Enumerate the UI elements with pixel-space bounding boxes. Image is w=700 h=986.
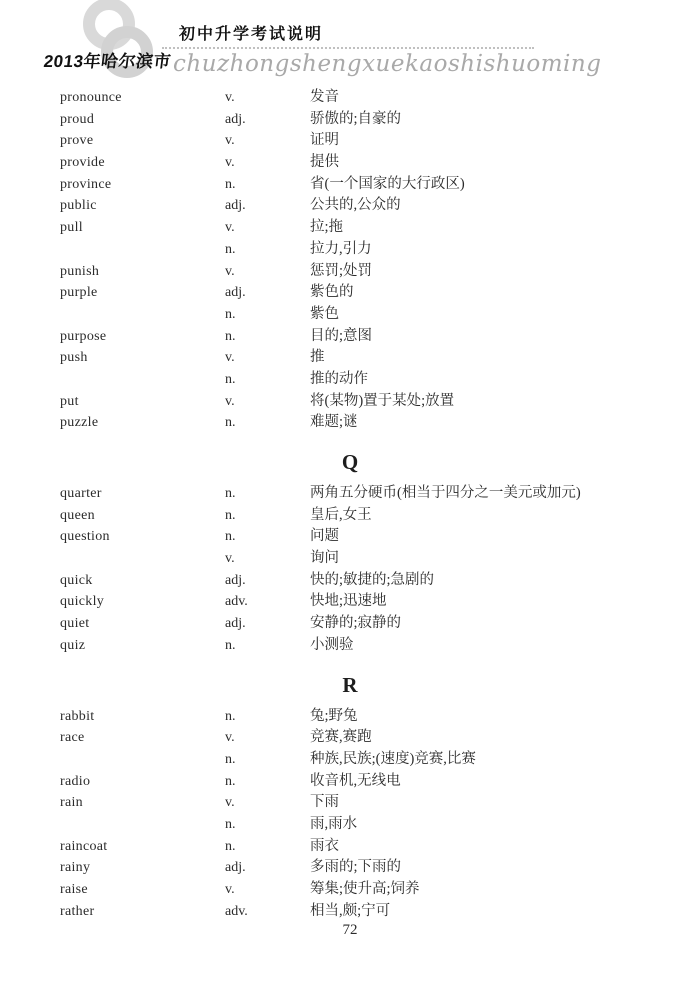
vocab-word: pronounce xyxy=(60,90,122,105)
vocab-def: 目的;意图 xyxy=(310,327,373,344)
vocab-word: purple xyxy=(60,285,98,301)
vocab-pos: n. xyxy=(225,371,236,387)
vocab-row xyxy=(0,857,700,879)
vocab-row xyxy=(0,901,700,923)
pinyin-subtitle: chuzhongshengxuekaoshishuoming xyxy=(173,51,602,77)
vocab-word: punish xyxy=(60,263,100,279)
vocab-row xyxy=(0,548,700,570)
vocab-def: 皇后,女王 xyxy=(310,506,372,523)
vocab-pos: n. xyxy=(225,176,236,192)
vocab-word: rain xyxy=(60,795,83,811)
vocab-def: 雨,雨水 xyxy=(310,815,358,832)
vocab-pos: v. xyxy=(225,220,235,236)
vocab-pos: n. xyxy=(225,708,236,724)
vocab-pos: adj. xyxy=(225,860,246,876)
vocab-word: rather xyxy=(60,903,95,919)
vocab-row xyxy=(0,391,700,413)
vocab-row xyxy=(0,570,700,592)
vocab-def: 拉;拖 xyxy=(310,219,344,236)
vocab-list xyxy=(0,87,700,922)
vocab-row xyxy=(0,635,700,657)
vocab-pos: adj. xyxy=(225,616,246,632)
vocab-word: quiz xyxy=(60,637,86,653)
vocab-pos: n. xyxy=(225,773,236,789)
section-letter: R xyxy=(342,672,358,697)
vocab-pos: n. xyxy=(225,486,236,501)
vocab-pos: adv. xyxy=(225,594,248,610)
vocab-row xyxy=(0,749,700,771)
vocab-word: race xyxy=(60,730,85,746)
vocab-row xyxy=(0,152,700,174)
vocab-pos: v. xyxy=(225,155,235,171)
vocab-def: 难题;谜 xyxy=(310,414,358,431)
vocab-def: 骄傲的;自豪的 xyxy=(310,110,402,127)
vocab-word: queen xyxy=(60,507,95,523)
vocab-def: 公共的,公众的 xyxy=(310,197,401,214)
vocab-word xyxy=(60,304,225,326)
vocab-word: prove xyxy=(60,133,94,149)
vocab-pos: v. xyxy=(225,730,235,746)
vocab-row xyxy=(0,326,700,348)
vocab-def: 推 xyxy=(310,349,325,366)
vocab-pos: adj. xyxy=(225,572,246,588)
section-letter: Q xyxy=(341,450,359,474)
vocab-word xyxy=(60,369,225,391)
vocab-row xyxy=(0,727,700,749)
vocab-word: pull xyxy=(60,220,83,236)
vocab-word: push xyxy=(60,350,88,366)
vocab-def: 雨衣 xyxy=(310,837,339,854)
vocab-pos: n. xyxy=(225,507,236,523)
vocab-pos: n. xyxy=(225,751,236,767)
vocab-pos: adj. xyxy=(225,111,246,127)
vocab-pos: n. xyxy=(225,415,236,431)
vocab-word: quiet xyxy=(60,616,90,632)
vocab-def: 证明 xyxy=(310,132,339,149)
vocab-word: rabbit xyxy=(60,708,95,724)
vocab-def: 两角五分硬币(相当于四分之一美元或加元) xyxy=(310,485,581,501)
vocab-word: quickly xyxy=(60,594,105,610)
vocab-row xyxy=(0,369,700,391)
vocab-pos: n. xyxy=(225,838,236,854)
vocab-word: put xyxy=(60,393,79,409)
vocab-def: 省(一个国家的大行政区) xyxy=(310,175,465,192)
vocab-word xyxy=(60,814,225,836)
vocab-pos: n. xyxy=(225,816,236,832)
page-number: 72 xyxy=(342,922,358,938)
vocab-def: 多雨的;下雨的 xyxy=(310,859,402,876)
vocab-row xyxy=(0,706,700,728)
edition-label: 2013年哈尔滨市 xyxy=(42,52,173,71)
vocab-def: 拉力,引力 xyxy=(310,240,372,257)
vocab-word: raise xyxy=(60,882,88,897)
vocab-pos: n. xyxy=(225,328,236,344)
vocab-row xyxy=(0,771,700,793)
vocab-pos: v. xyxy=(225,133,235,149)
vocab-def: 小测验 xyxy=(310,636,354,653)
vocab-def: 筹集;使升高;饲养 xyxy=(310,881,420,897)
vocab-pos: v. xyxy=(225,393,235,409)
vocab-def: 推的动作 xyxy=(310,370,368,387)
vocab-def: 快的;敏捷的;急剧的 xyxy=(310,571,435,588)
vocab-row xyxy=(0,613,700,635)
vocab-row xyxy=(0,879,700,901)
vocab-word: puzzle xyxy=(60,415,99,431)
vocab-def: 提供 xyxy=(310,154,339,171)
vocab-def: 快地;迅速地 xyxy=(310,593,387,610)
vocab-row xyxy=(0,526,700,548)
dotted-divider xyxy=(162,47,534,49)
vocab-row xyxy=(0,483,700,505)
vocab-def: 询问 xyxy=(310,550,339,567)
vocab-word: question xyxy=(60,529,110,545)
vocab-def: 紫色 xyxy=(310,305,339,322)
vocab-word xyxy=(60,548,225,570)
vocab-def: 兔;野兔 xyxy=(310,707,358,724)
vocab-row xyxy=(0,347,700,369)
vocab-word: raincoat xyxy=(60,838,108,854)
vocab-row xyxy=(0,814,700,836)
vocab-pos: v. xyxy=(225,263,235,279)
vocab-word: public xyxy=(60,198,97,214)
vocab-def: 种族,民族;(速度)竞赛,比赛 xyxy=(310,750,476,767)
vocab-row xyxy=(0,505,700,527)
vocab-row xyxy=(0,109,700,131)
vocab-pos: v. xyxy=(225,350,235,366)
vocab-word: purpose xyxy=(60,328,107,344)
vocab-def: 惩罚;处罚 xyxy=(310,262,373,279)
vocab-word: proud xyxy=(60,111,95,127)
vocab-row xyxy=(0,195,700,217)
vocab-row xyxy=(0,174,700,196)
vocab-word: rainy xyxy=(60,860,91,876)
vocab-row xyxy=(0,282,700,304)
vocab-def: 将(某物)置于某处;放置 xyxy=(310,392,455,409)
vocab-row xyxy=(0,87,700,109)
vocab-pos: n. xyxy=(225,529,236,545)
vocab-pos: adj. xyxy=(225,198,246,214)
vocab-def: 下雨 xyxy=(310,794,339,811)
vocab-word xyxy=(60,749,225,771)
vocab-row xyxy=(0,836,700,858)
vocab-row xyxy=(0,591,700,613)
vocab-row xyxy=(0,412,700,434)
vocab-def: 发音 xyxy=(310,89,339,105)
vocab-def: 收音机,无线电 xyxy=(310,772,401,789)
vocab-word: radio xyxy=(60,773,91,789)
vocab-pos: v. xyxy=(225,882,235,897)
vocab-def: 相当,颇;宁可 xyxy=(310,902,391,919)
vocab-pos: n. xyxy=(225,241,236,257)
vocab-pos: v. xyxy=(225,90,235,105)
vocab-word xyxy=(60,239,225,261)
vocab-pos: adv. xyxy=(225,903,248,919)
vocab-word: quarter xyxy=(60,486,102,501)
vocab-pos: v. xyxy=(225,795,235,811)
vocab-pos: n. xyxy=(225,637,236,653)
vocab-pos: v. xyxy=(225,551,235,567)
vocab-word: provide xyxy=(60,155,105,171)
vocab-word: quick xyxy=(60,572,93,588)
vocab-word: province xyxy=(60,176,112,192)
vocab-def: 紫色的 xyxy=(310,284,354,301)
vocab-row xyxy=(0,130,700,152)
vocab-pos: adj. xyxy=(225,285,246,301)
vocab-row xyxy=(0,304,700,326)
vocab-pos: n. xyxy=(225,306,236,322)
vocab-def: 安静的;寂静的 xyxy=(310,615,402,632)
vocab-row xyxy=(0,792,700,814)
vocab-row xyxy=(0,217,700,239)
vocab-def: 竞赛,赛跑 xyxy=(310,729,372,746)
vocab-row xyxy=(0,239,700,261)
page-title: 初中升学考试说明 xyxy=(179,26,324,43)
vocab-def: 问题 xyxy=(310,528,339,545)
vocab-row xyxy=(0,261,700,283)
